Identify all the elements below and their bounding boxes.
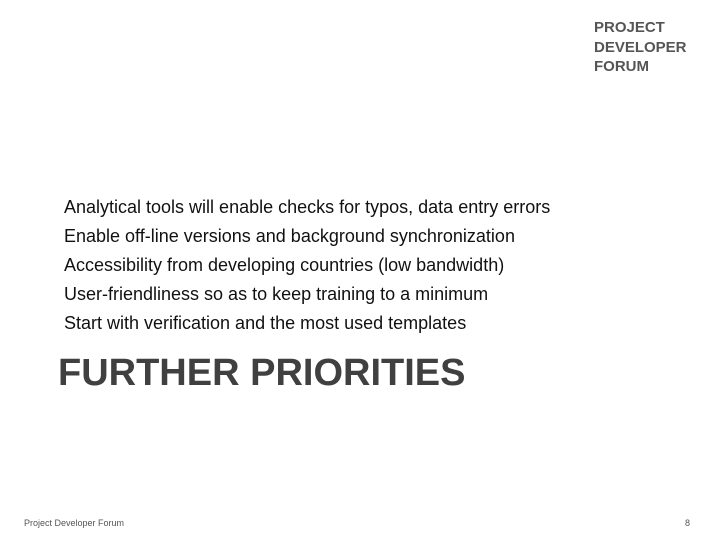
page-number: 8 [684,518,690,528]
logo-line-1: PROJECT [594,19,665,36]
slide-title: FURTHER PRIORITIES [58,352,466,394]
footer-text: Project Developer Forum [24,518,125,528]
priority-list [64,193,550,338]
priority-item-offline-versions: Enable off-line versions and background synchronization [64,226,515,246]
priority-item-accessibility: Accessibility from developing countries (low bandwidth) [64,255,505,275]
priority-item-verification: Start with verification and the most used templates [64,313,467,333]
logo-line-2: DEVELOPER [594,38,687,56]
priority-item-user-friendliness: User-friendliness so as to keep training to a minimum [64,284,489,304]
project-developer-forum-logo [594,18,714,77]
logo-line-3: FORUM [594,58,649,75]
priority-item-analytical-tools: Analytical tools will enable checks for typos, data entry errors [64,197,551,217]
